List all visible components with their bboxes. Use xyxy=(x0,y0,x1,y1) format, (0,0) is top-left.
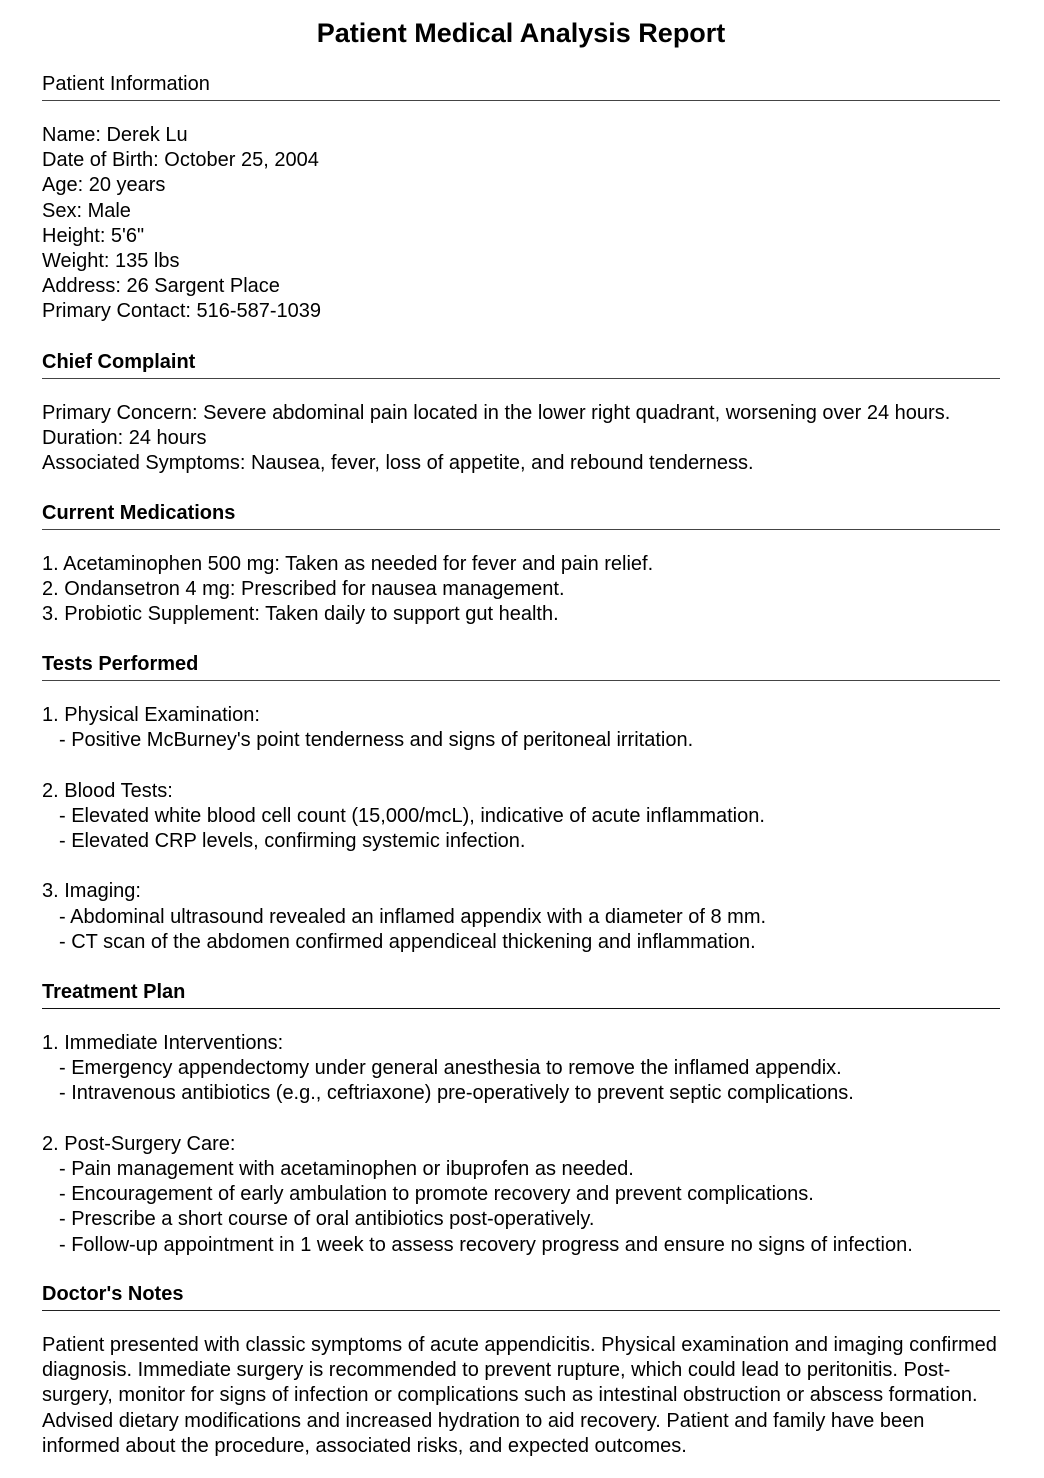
treatment-detail: - Prescribe a short course of oral antibiotics post-operatively. xyxy=(59,1208,595,1231)
patient-name: Name: Derek Lu xyxy=(42,124,188,146)
patient-address: Address: 26 Sargent Place xyxy=(42,275,280,298)
treatment-detail: - Pain management with acetaminophen or ibuprofen as needed. xyxy=(59,1158,634,1180)
test-detail: - Positive McBurney's point tenderness and signs of peritoneal irritation. xyxy=(59,729,694,752)
doctors-notes-text: Patient presented with classic symptoms of acute appendicitis. Physical examination and imaging confirmed diagnosis. Immediate surgery is recommended to prevent rupture, which could lead to peritonitis. Post-surgery, monitor for signs of infection or complications such as intestinal obstruction or abscess formation. Advised dietary modifications and increased hydration to aid recovery. Patient and family have been informed about the procedure, associated risks, and expected outcomes. xyxy=(42,1334,997,1457)
test-group-physical-examination xyxy=(42,703,1000,753)
doctors-notes-section xyxy=(42,1282,1000,1459)
section-heading-treatment-plan: Treatment Plan xyxy=(42,980,1000,1009)
treatment-group-post-surgery-care xyxy=(42,1132,1000,1258)
patient-sex: Sex: Male xyxy=(42,199,131,222)
test-group-title: 3. Imaging: xyxy=(42,880,141,903)
associated-symptoms: Associated Symptoms: Nausea, fever, loss of appetite, and rebound tenderness. xyxy=(42,452,754,475)
test-group-title: 1. Physical Examination: xyxy=(42,704,260,726)
section-heading-current-medications: Current Medications xyxy=(42,501,1000,530)
section-heading-tests-performed: Tests Performed xyxy=(42,652,1000,681)
section-heading-doctors-notes: Doctor's Notes xyxy=(42,1282,1000,1311)
test-group-title: 2. Blood Tests: xyxy=(42,779,173,802)
patient-weight: Weight: 135 lbs xyxy=(42,250,180,273)
treatment-list xyxy=(42,1009,1000,1258)
patient-age: Age: 20 years xyxy=(42,174,166,197)
section-heading-patient-information: Patient Information xyxy=(42,72,1000,101)
medication-item: 2. Ondansetron 4 mg: Prescribed for nausea management. xyxy=(42,578,565,601)
test-detail: - Elevated white blood cell count (15,000/mcL), indicative of acute inflammation. xyxy=(59,804,765,827)
patient-information-body xyxy=(42,101,1000,325)
chief-complaint-body xyxy=(42,379,1000,477)
chief-complaint-section xyxy=(42,350,1000,477)
medications-list xyxy=(42,530,1000,628)
patient-primary-contact: Primary Contact: 516-587-1039 xyxy=(42,300,322,323)
treatment-group-title: 1. Immediate Interventions: xyxy=(42,1032,284,1054)
section-heading-chief-complaint: Chief Complaint xyxy=(42,350,1000,379)
test-group-blood-tests xyxy=(42,779,1000,855)
treatment-detail: - Emergency appendectomy under general anesthesia to remove the inflamed appendix. xyxy=(59,1057,842,1080)
test-group-imaging xyxy=(42,879,1000,955)
medication-item: 3. Probiotic Supplement: Taken daily to support gut health. xyxy=(42,603,559,626)
medication-item: 1. Acetaminophen 500 mg: Taken as needed for fever and pain relief. xyxy=(42,553,654,575)
patient-information-section xyxy=(42,72,1000,325)
tests-performed-section xyxy=(42,652,1000,955)
treatment-detail: - Encouragement of early ambulation to promote recovery and prevent complications. xyxy=(59,1183,814,1206)
treatment-detail: - Follow-up appointment in 1 week to assess recovery progress and ensure no signs of infection. xyxy=(59,1233,913,1256)
patient-height: Height: 5'6" xyxy=(42,224,145,247)
current-medications-section xyxy=(42,501,1000,628)
tests-list xyxy=(42,681,1000,955)
test-detail: - Abdominal ultrasound revealed an inflamed appendix with a diameter of 8 mm. xyxy=(59,905,767,928)
treatment-detail: - Intravenous antibiotics (e.g., ceftriaxone) pre-operatively to prevent septic complications. xyxy=(59,1082,854,1105)
duration: Duration: 24 hours xyxy=(42,427,207,450)
test-detail: - Elevated CRP levels, confirming systemic infection. xyxy=(59,830,526,852)
treatment-group-title: 2. Post-Surgery Care: xyxy=(42,1132,236,1155)
treatment-group-immediate-interventions xyxy=(42,1031,1000,1107)
report-page xyxy=(42,0,1000,1457)
treatment-plan-section xyxy=(42,980,1000,1258)
page-title: Patient Medical Analysis Report xyxy=(316,18,726,48)
patient-dob: Date of Birth: October 25, 2004 xyxy=(42,149,319,172)
test-detail: - CT scan of the abdomen confirmed appendiceal thickening and inflammation. xyxy=(59,930,756,953)
primary-concern: Primary Concern: Severe abdominal pain located in the lower right quadrant, worsening over 24 hours. xyxy=(42,402,951,424)
